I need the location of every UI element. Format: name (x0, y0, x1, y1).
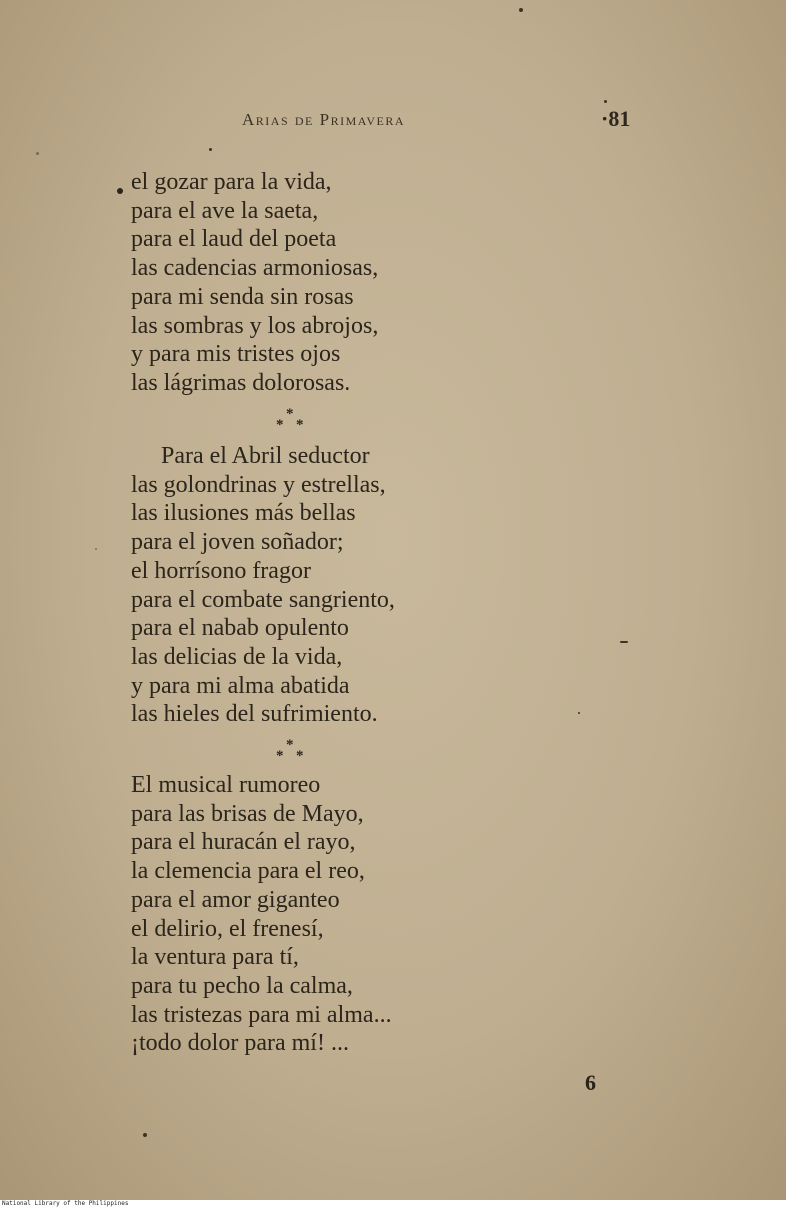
paper-speck (36, 152, 39, 155)
verse-line: las lágrimas dolorosas. (131, 369, 351, 396)
verse-line: y para mi alma abatida (131, 672, 350, 699)
asterism-divider (276, 407, 310, 433)
paper-speck (143, 1133, 147, 1137)
paper-speck (578, 712, 580, 714)
verse-line: para el ave la saeta, (131, 197, 319, 224)
verse-line: las golondrinas y estrellas, (131, 471, 386, 498)
verse-line: para el laud del poeta (131, 226, 337, 253)
verse-line: para el combate sangriento, (131, 586, 395, 613)
asterism-star: * (296, 417, 304, 433)
asterism-star: * (286, 737, 294, 753)
asterism-star: * (276, 748, 284, 764)
verse-line: para el joven soñador; (131, 529, 344, 556)
verse-line: El musical rumoreo (131, 772, 321, 798)
asterism-star: * (286, 406, 294, 422)
stanza-2 (131, 442, 395, 729)
verse-line: las hieles del sufrimiento. (131, 701, 378, 728)
verse-line: para tu pecho la calma, (131, 972, 353, 999)
library-credit: National Library of the Philippines (2, 1200, 129, 1207)
verse-line: las tristezas para mi alma... (131, 1001, 392, 1028)
verse-line: el horrísono fragor (131, 557, 311, 584)
verse-line: ¡todo dolor para mí! ... (131, 1030, 349, 1057)
paper-speck (95, 548, 97, 550)
verse-line: las delicias de la vida, (131, 643, 343, 670)
verse-line: para mi senda sin rosas (131, 283, 354, 310)
verse-line: las sombras y los abrojos, (131, 312, 379, 339)
paper-speck (209, 148, 212, 151)
verse-line: para el huracán el rayo, (131, 829, 356, 856)
verse-line: Para el Abril seductor (161, 443, 370, 469)
bullet-mark (117, 188, 123, 194)
verse-line: para las brisas de Mayo, (131, 800, 364, 827)
asterism-divider (276, 738, 310, 764)
paper-speck (519, 8, 523, 12)
page-number: ·81 (601, 106, 631, 131)
verse-line: el gozar para la vida, (131, 169, 332, 195)
verse-line: para el amor giganteo (131, 886, 340, 913)
verse-line: y para mis tristes ojos (131, 341, 341, 368)
paper-speck (604, 100, 607, 103)
verse-line: las ilusiones más bellas (131, 500, 356, 527)
running-head: Arias de Primavera (242, 110, 406, 129)
verse-line: para el nabab opulento (131, 615, 349, 642)
verse-line: la clemencia para el reo, (131, 858, 365, 885)
verse-line: las cadencias armoniosas, (131, 255, 379, 282)
stanza-3 (131, 771, 392, 1058)
asterism-star: * (276, 417, 284, 433)
paper-speck (620, 641, 628, 643)
verse-line: la ventura para tí, (131, 944, 299, 971)
verse-line: el delirio, el frenesí, (131, 915, 324, 942)
stanza-1 (131, 168, 378, 398)
asterism-star: * (296, 748, 304, 764)
signature-mark: 6 (585, 1070, 596, 1095)
